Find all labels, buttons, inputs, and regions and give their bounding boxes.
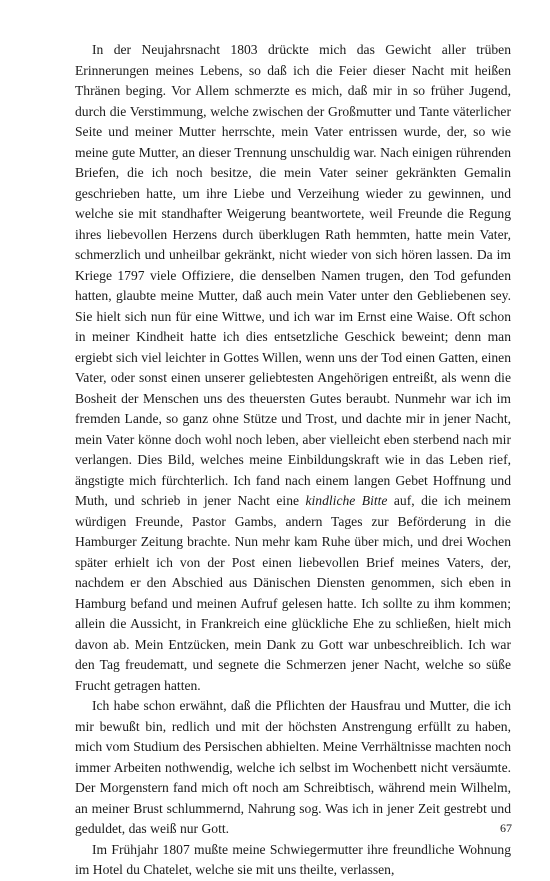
body-paragraph [75, 696, 511, 840]
body-paragraph [75, 840, 511, 881]
text-run: Ich habe schon erwähnt, daß die Pflichten der Hausfrau und Mutter, die ich mir bewußt bin, redlich und mit der höchsten Anstrengung erfüllt zu haben, mich vom Studium des Persischen abhielten. Meine Verrhältnisse machten noch immer Arbeiten nothwendig, welche ich selbst im Wochenbett nicht versäumte. Der Morgenstern fand mich oft noch am Schreibtisch, während mein Wilhelm, an meiner Brust schlummernd, Nahrung sog. Was ich in jener Zeit gestrebt und geduldet, das weiß nur Gott. [75, 698, 511, 836]
text-run: Im Frühjahr 1807 mußte meine Schwiegermutter ihre freundliche Wohnung im Hotel du Chatelet, welche sie mit uns theilte, verlassen, [75, 841, 511, 877]
page-number: 67 [500, 821, 512, 835]
italic-text-run: kindliche Bitte [305, 493, 388, 508]
text-run: In der Neujahrsnacht 1803 drückte mich das Gewicht aller trüben Erinnerungen meines Lebens, so daß ich die Feier dieser Nacht mit heißen Thränen beging. Vor Allem schmerzte es mich, daß mir in so früher Jugend, durch die Verstimmung, welche zwischen der Großmutter und Tante väterlicher Seite und meiner Mutter herrschte, mein Vater entrissen wurde, der, so wie meine gute Mutter, an dieser Trennung unschuldig war. Nach einigen rührenden Briefen, die ich noch besitze, die mein Vater seiner gekränkten Gemalin geschrieben hatte, um ihre Liebe und Verzeihung wieder zu gewinnen, und welche sie mit standhafter Weigerung beantwortete, weil Freunde die Regung ihres liebevollen Herzens durch überklugen Rath hemmten, hatte mein Vater, schmerzlich und unheilbar gekränkt, nicht wieder von sich hören lassen. Da im Kriege 1797 viele Offiziere, die denselben Namen trugen, den Tod gefunden hatten, glaubte meine Mutter, daß auch mein Vater unter den Gebliebenen sey. Sie hielt sich nun für eine Wittwe, und ich war im Ernst eine Waise. Oft schon in meiner Kindheit hatte ich dies entsetzliche Geschick beweint; denn man ergiebt sich viel leichter in Gottes Willen, wenn uns der Tod einen Gatten, einen Vater, oder sonst einen unserer geliebtesten Angehörigen entreißt, als wenn die Bosheit der Menschen uns des theuersten Gutes beraubt. Nunmehr war ich im fremden Lande, so ganz ohne Stütze und Trost, und dachte mir in jener Nacht, mein Vater könne doch wohl noch leben, aber vielleicht eben sterbend nach mir verlangen. Dies Bild, welches meine Einbildungskraft wie in das Leben rief, ängstigte mich fürchterlich. Ich fand nach einem langen Gebet Hoffnung und Muth, und schrieb in jener Nacht eine [75, 42, 511, 508]
text-run: auf, die ich meinem würdigen Freunde, Pastor Gambs, andern Tages zur Beförderung in die Hamburger Zeitung brachte. Nun mehr kam Ruhe über mich, und drei Wochen später erhielt ich von der Post einen liebevollen Brief meines Vaters, der, nachdem er den Abschied aus Dänischen Diensten genommen, sich eben in Hamburg befand und meinen Aufruf gelesen hatte. Ich sollte zu ihm kommen; allein die Aussicht, in Frankreich eine glückliche Ehe zu schließen, hielt mich davon ab. Mein Entzücken, mein Dank zu Gott war unbeschreiblich. Ich war den Tag freudematt, und segnete die Schmerzen jener Nacht, welche so süße Frucht getragen hatten. [75, 493, 512, 693]
page-body [75, 40, 511, 881]
body-paragraph [75, 40, 511, 696]
